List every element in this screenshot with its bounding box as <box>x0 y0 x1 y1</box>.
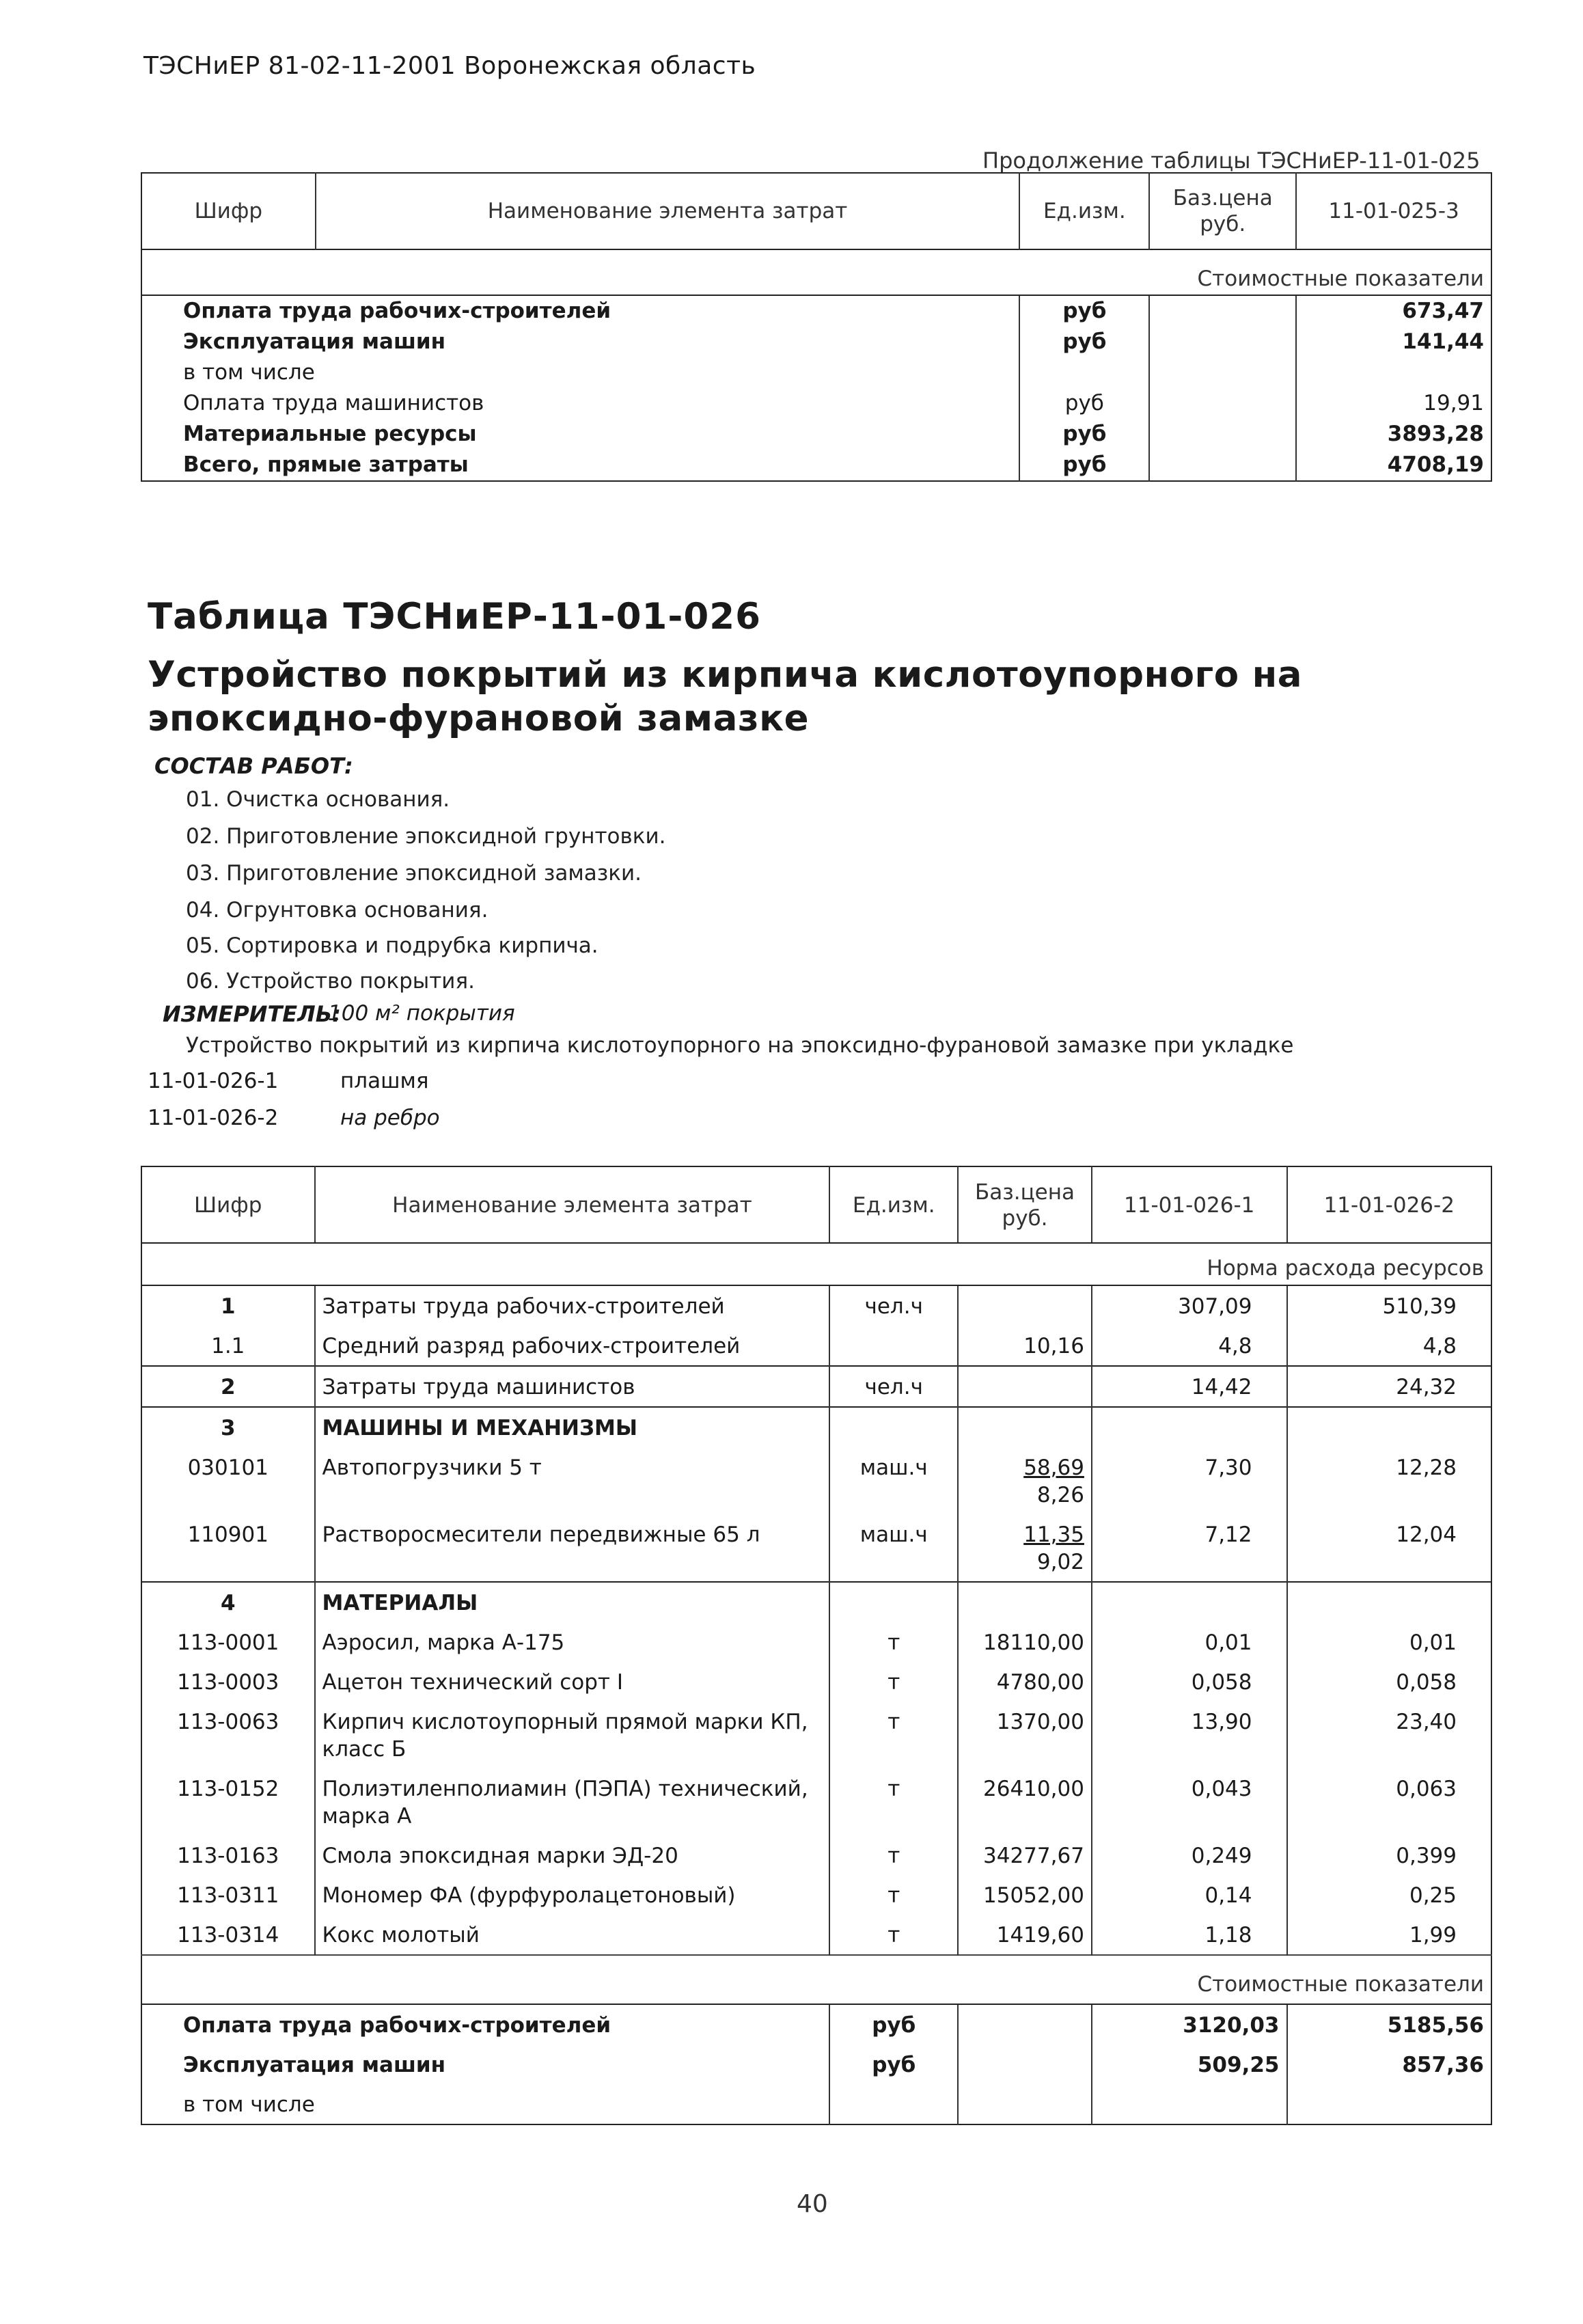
table-subtitle: Устройство покрытий из кирпича кислотоупорного на эпоксидно-фурановой замазке <box>148 654 1302 739</box>
table-row <box>141 419 1491 450</box>
row-name: Ацетон технический сорт I <box>315 1662 830 1701</box>
row-unit: маш.ч <box>829 1447 958 1514</box>
work-item: 04. Огрунтовка основания. <box>186 898 488 922</box>
table-row <box>141 1326 1491 1366</box>
row-unit <box>1019 357 1149 388</box>
row-unit: т <box>829 1915 958 1955</box>
section-row <box>141 249 1491 295</box>
row-price: 1419,60 <box>958 1915 1092 1955</box>
table-row <box>141 2004 1491 2045</box>
row-price <box>958 1366 1092 1407</box>
row-unit: т <box>829 1701 958 1768</box>
row-unit: т <box>829 1835 958 1875</box>
row-name: Затраты труда рабочих-строителей <box>315 1285 830 1326</box>
row-name: Аэросил, марка А-175 <box>315 1622 830 1662</box>
row-code: 113-0063 <box>141 1701 315 1768</box>
row-value: 673,47 <box>1402 299 1484 323</box>
table-continuation-label: Продолжение таблицы ТЭСНиЕР-11-01-025 <box>982 148 1481 174</box>
header-base-price: Баз.цена руб. <box>1149 173 1296 249</box>
header-base-price: Баз.цена руб. <box>958 1166 1092 1243</box>
row-v2: 23,40 <box>1396 1710 1457 1734</box>
variant-code: 11-01-026-1 <box>148 1069 279 1093</box>
row-unit <box>829 1582 958 1622</box>
variant-text: плашмя <box>340 1069 429 1093</box>
row-v2: 0,063 <box>1396 1777 1457 1801</box>
row-v1: 13,90 <box>1092 1701 1287 1768</box>
row-v1: 7,30 <box>1092 1447 1287 1514</box>
row-unit: руб <box>1019 388 1149 419</box>
row-name-line: Кирпич кислотоупорный прямой марки КП, <box>322 1710 808 1734</box>
row-v1: 4,8 <box>1092 1326 1287 1366</box>
header-name: Наименование элемента затрат <box>315 1166 830 1243</box>
row-code: 1.1 <box>141 1326 315 1366</box>
row-code: 113-0003 <box>141 1662 315 1701</box>
price-wage-value: 8,26 <box>1036 1483 1084 1507</box>
table-row <box>141 1915 1491 1955</box>
row-unit: т <box>829 1622 958 1662</box>
row-name: Мономер ФА (фурфуролацетоновый) <box>315 1875 830 1915</box>
row-unit: т <box>829 1662 958 1701</box>
table-row <box>141 1875 1491 1915</box>
row-name: МАТЕРИАЛЫ <box>315 1582 830 1622</box>
row-name: Смола эпоксидная марки ЭД-20 <box>315 1835 830 1875</box>
cost-row-unit: руб <box>829 2004 958 2045</box>
table-row <box>141 1662 1491 1701</box>
row-price: 26410,00 <box>958 1768 1092 1835</box>
table-row <box>141 388 1491 419</box>
measure-value: 100 м² покрытия <box>328 1001 515 1026</box>
row-v1: 0,058 <box>1092 1662 1287 1701</box>
row-name: Автопогрузчики 5 т <box>315 1447 830 1514</box>
row-code: 110901 <box>141 1514 315 1582</box>
cost-row-v1: 3120,03 <box>1092 2004 1287 2045</box>
table-header-row <box>141 1166 1491 1243</box>
row-value <box>1296 357 1491 388</box>
row-unit <box>829 1326 958 1366</box>
row-price: 34277,67 <box>958 1835 1092 1875</box>
row-name: в том числе <box>183 360 315 385</box>
table-row <box>141 1701 1491 1768</box>
table-row <box>141 1582 1491 1622</box>
table-row <box>141 1514 1491 1582</box>
work-item: 03. Приготовление эпоксидной замазки. <box>186 861 642 886</box>
cost-row-unit: руб <box>829 2045 958 2084</box>
row-price <box>958 1582 1092 1622</box>
row-code: 1 <box>141 1285 315 1326</box>
header-code: Шифр <box>141 1166 315 1243</box>
row-unit <box>829 1407 958 1447</box>
cost-row-price <box>958 2004 1092 2045</box>
row-price: 4780,00 <box>958 1662 1092 1701</box>
row-price <box>1149 388 1296 419</box>
row-name: Кокс молотый <box>315 1915 830 1955</box>
row-name-line: марка А <box>322 1804 412 1829</box>
row-code: 113-0001 <box>141 1622 315 1662</box>
row-code: 2 <box>141 1366 315 1407</box>
row-name: Средний разряд рабочих-строителей <box>315 1326 830 1366</box>
row-value: 141,44 <box>1402 329 1484 354</box>
cost-label: Стоимостные показатели <box>141 1955 1491 2004</box>
row-v2: 12,04 <box>1396 1522 1457 1547</box>
variant-text: на ребро <box>340 1106 440 1130</box>
row-value: 4708,19 <box>1387 452 1484 477</box>
price-value: 11,35 <box>1023 1522 1084 1547</box>
row-name-line: класс Б <box>322 1737 407 1762</box>
row-v2: 12,28 <box>1396 1455 1457 1480</box>
row-v1: 14,42 <box>1092 1366 1287 1407</box>
row-value: 19,91 <box>1423 391 1484 415</box>
row-code: 113-0314 <box>141 1915 315 1955</box>
row-v1: 307,09 <box>1092 1285 1287 1326</box>
table-row <box>141 327 1491 357</box>
table-row <box>141 1407 1491 1447</box>
row-v1: 7,12 <box>1092 1514 1287 1582</box>
header-col1: 11-01-025-3 <box>1328 199 1459 223</box>
row-unit: руб <box>1019 450 1149 481</box>
row-price: 1370,00 <box>958 1701 1092 1768</box>
row-price <box>1149 419 1296 450</box>
table-row <box>141 1285 1491 1326</box>
table-title: Таблица ТЭСНиЕР-11-01-026 <box>148 596 761 638</box>
row-unit: руб <box>1019 295 1149 327</box>
row-unit: т <box>829 1768 958 1835</box>
table-row <box>141 450 1491 481</box>
row-v1 <box>1092 1582 1287 1622</box>
cost-table-025 <box>141 172 1492 482</box>
cost-row-v2: 857,36 <box>1402 2053 1484 2077</box>
norm-label: Норма расхода ресурсов <box>141 1243 1491 1285</box>
header-name: Наименование элемента затрат <box>316 173 1020 249</box>
header-col1: 11-01-026-1 <box>1092 1166 1287 1243</box>
price-value: 58,69 <box>1023 1455 1084 1480</box>
row-code: 113-0152 <box>141 1768 315 1835</box>
header-col2: 11-01-026-2 <box>1287 1166 1492 1243</box>
table-row <box>141 1447 1491 1514</box>
work-item: 02. Приготовление эпоксидной грунтовки. <box>186 824 666 849</box>
row-price: 15052,00 <box>958 1875 1092 1915</box>
row-name-line: Полиэтиленполиамин (ПЭПА) технический, <box>322 1777 808 1801</box>
row-v1 <box>1092 1407 1287 1447</box>
row-v1: 0,249 <box>1092 1835 1287 1875</box>
row-name <box>315 1701 830 1768</box>
row-v2: 0,25 <box>1409 1883 1457 1908</box>
row-v2 <box>1287 1407 1492 1447</box>
table-row <box>141 295 1491 327</box>
row-unit: руб <box>1019 419 1149 450</box>
row-v1: 1,18 <box>1092 1915 1287 1955</box>
row-name <box>315 1768 830 1835</box>
row-code: 3 <box>141 1407 315 1447</box>
row-price <box>1149 327 1296 357</box>
variant-code: 11-01-026-2 <box>148 1106 279 1130</box>
table-row <box>141 1768 1491 1835</box>
resource-table-026 <box>141 1166 1492 2125</box>
header-unit: Ед.изм. <box>829 1166 958 1243</box>
section-row <box>141 1955 1491 2004</box>
row-price <box>1149 450 1296 481</box>
row-price: 18110,00 <box>958 1622 1092 1662</box>
cost-row-unit <box>829 2084 958 2124</box>
row-name: Оплата труда рабочих-строителей <box>183 299 611 323</box>
row-v2: 4,8 <box>1422 1334 1457 1358</box>
page-number: 40 <box>797 2190 828 2218</box>
row-v1: 0,01 <box>1092 1622 1287 1662</box>
row-name: Эксплуатация машин <box>183 329 446 354</box>
table-row <box>141 2084 1491 2124</box>
works-label: СОСТАВ РАБОТ: <box>154 753 353 779</box>
row-name: Затраты труда машинистов <box>315 1366 830 1407</box>
row-v2: 1,99 <box>1409 1923 1457 1947</box>
table-row <box>141 2045 1491 2084</box>
row-name: Оплата труда машинистов <box>183 391 484 415</box>
work-item: 05. Сортировка и подрубка кирпича. <box>186 933 598 958</box>
cost-row-name: Эксплуатация машин <box>141 2045 829 2084</box>
row-unit: маш.ч <box>829 1514 958 1582</box>
row-v2 <box>1287 1582 1492 1622</box>
cost-row-price <box>958 2045 1092 2084</box>
cost-row-v1: 509,25 <box>1092 2045 1287 2084</box>
variants-description: Устройство покрытий из кирпича кислотоупорного на эпоксидно-фурановой замазке при укладке <box>186 1033 1294 1058</box>
row-name: Материальные ресурсы <box>183 422 477 446</box>
table-header-row <box>141 173 1491 249</box>
row-code: 030101 <box>141 1447 315 1514</box>
work-item: 01. Очистка основания. <box>186 787 450 812</box>
row-code: 4 <box>141 1582 315 1622</box>
cost-row-price <box>958 2084 1092 2124</box>
row-v2: 0,01 <box>1409 1630 1457 1655</box>
row-price <box>958 1447 1092 1514</box>
row-code: 113-0163 <box>141 1835 315 1875</box>
measure-label: ИЗМЕРИТЕЛЬ: <box>163 1001 341 1027</box>
row-price <box>1149 357 1296 388</box>
price-wage-value: 9,02 <box>1036 1550 1084 1574</box>
row-v2: 510,39 <box>1382 1294 1457 1319</box>
row-v1: 0,043 <box>1092 1768 1287 1835</box>
table-row <box>141 1366 1491 1407</box>
row-code: 113-0311 <box>141 1875 315 1915</box>
row-unit: руб <box>1019 327 1149 357</box>
row-unit: т <box>829 1875 958 1915</box>
section-label: Стоимостные показатели <box>141 249 1491 295</box>
cost-row-v2: 5185,56 <box>1387 2013 1484 2038</box>
row-price <box>958 1514 1092 1582</box>
row-v1: 0,14 <box>1092 1875 1287 1915</box>
table-row <box>141 1835 1491 1875</box>
row-price <box>958 1407 1092 1447</box>
document-header-title: ТЭСНиЕР 81-02-11-2001 Воронежская область <box>143 52 756 80</box>
row-price <box>958 1285 1092 1326</box>
row-unit: чел.ч <box>829 1366 958 1407</box>
row-price <box>1149 295 1296 327</box>
row-v2: 0,399 <box>1396 1844 1457 1868</box>
cost-row-name: Оплата труда рабочих-строителей <box>141 2004 829 2045</box>
section-row <box>141 1243 1491 1285</box>
cost-row-v1 <box>1092 2084 1287 2124</box>
cost-row-name: в том числе <box>141 2084 829 2124</box>
row-v2: 0,058 <box>1396 1670 1457 1695</box>
row-value: 3893,28 <box>1387 422 1484 446</box>
table-row <box>141 1622 1491 1662</box>
row-name: Растворосмесители передвижные 65 л <box>315 1514 830 1582</box>
cost-row-v2 <box>1287 2084 1492 2124</box>
table-row <box>141 357 1491 388</box>
row-name: МАШИНЫ И МЕХАНИЗМЫ <box>315 1407 830 1447</box>
row-unit: чел.ч <box>829 1285 958 1326</box>
header-code: Шифр <box>141 173 316 249</box>
header-unit: Ед.изм. <box>1019 173 1149 249</box>
row-name: Всего, прямые затраты <box>183 452 469 477</box>
row-price: 10,16 <box>958 1326 1092 1366</box>
work-item: 06. Устройство покрытия. <box>186 969 475 994</box>
row-v2: 24,32 <box>1287 1366 1492 1407</box>
